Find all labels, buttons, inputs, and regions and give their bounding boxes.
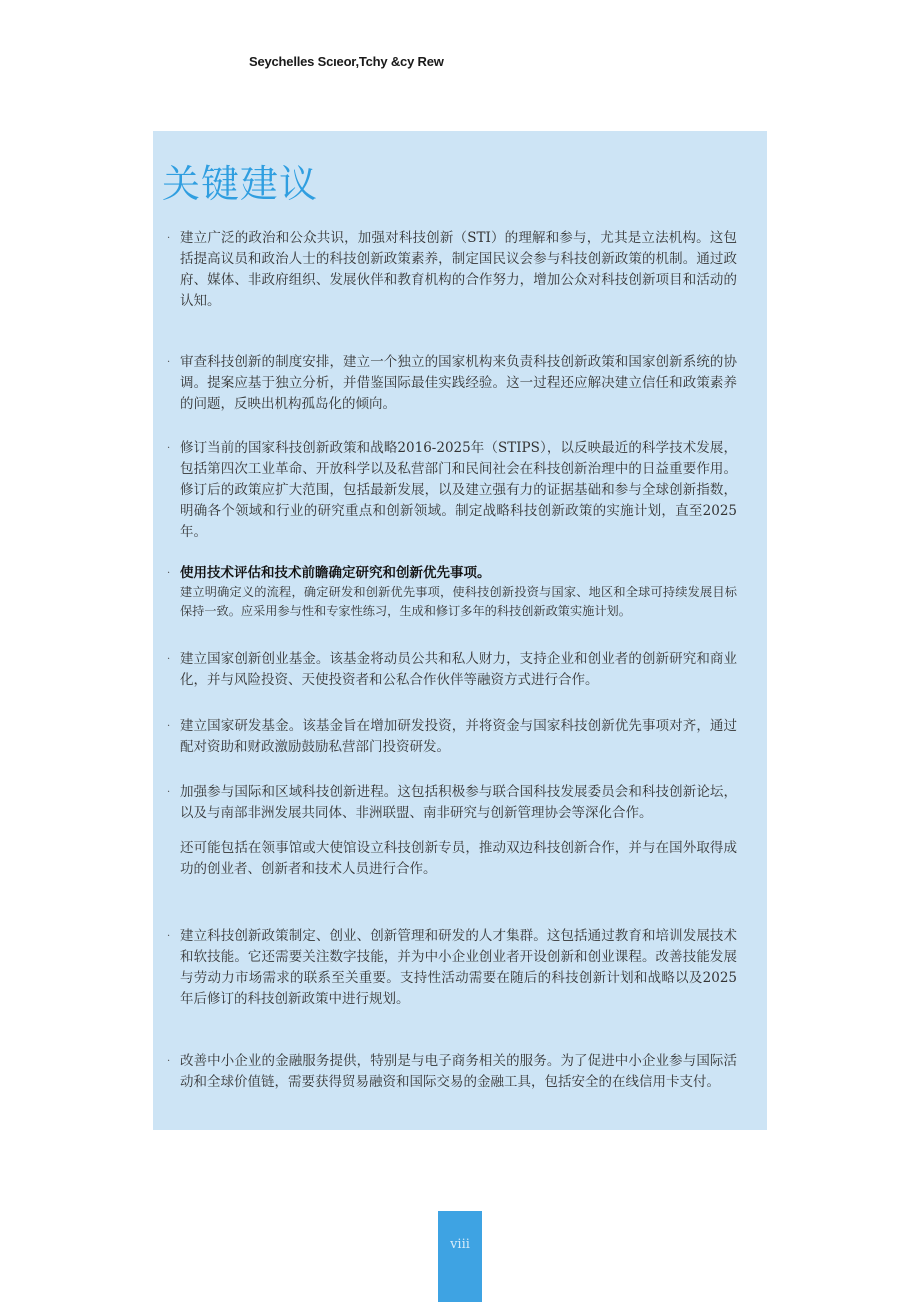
bullet-icon: · [167,443,171,454]
recommendation-item [167,926,737,1010]
recommendation-heading: 使用技术评估和技术前瞻确定研究和创新优先事项。 [180,565,491,581]
running-header: Seychelles Scıeor,Tchy &cy Rew [249,54,444,69]
recommendation-item [167,563,737,621]
recommendation-item [167,228,737,312]
recommendation-text: 改善中小企业的金融服务提供，特别是与电子商务相关的服务。为了促进中小企业参与国际活动和全球价值链，需要获得贸易融资和国际交易的金融工具，包括安全的在线信用卡支付。 [180,1053,737,1090]
bullet-icon: · [167,787,171,798]
recommendation-text: 建立明确定义的流程，确定研发和创新优先事项，使科技创新投资与国家、地区和全球可持续发展目标保持一致。应采用参与性和专家性练习，生成和修订多年的科技创新政策实施计划。 [180,585,737,618]
bullet-icon: · [167,931,171,942]
bullet-icon: · [167,357,171,368]
key-recommendations-panel [153,131,767,1130]
page-number-tab [438,1211,482,1302]
bullet-icon: · [167,233,171,244]
recommendation-item [167,438,737,543]
bullet-icon: · [167,568,171,579]
recommendation-item [167,352,737,415]
recommendation-text: 建立国家研发基金。该基金旨在增加研发投资，并将资金与国家科技创新优先事项对齐，通过配对资助和财政激励鼓励私营部门投资研发。 [180,718,737,755]
recommendation-text: 审查科技创新的制度安排，建立一个独立的国家机构来负责科技创新政策和国家创新系统的协调。提案应基于独立分析，并借鉴国际最佳实践经验。这一过程还应解决建立信任和政策素养的问题，反映出机构孤岛化的倾向。 [180,354,737,412]
recommendation-item [167,1051,737,1093]
bullet-icon: · [167,721,171,732]
panel-title: 关键建议 [162,162,319,206]
bullet-icon: · [167,1056,171,1067]
recommendation-text: 修订当前的国家科技创新政策和战略2016-2025年（STIPS），以反映最近的科学技术发展，包括第四次工业革命、开放科学以及私营部门和民间社会在科技创新治理中的日益重要作用。修订后的政策应扩大范围，包括最新发展，以及建立强有力的证据基础和参与全球创新指数，明确各个领域和行业的研究重点和创新领域。制定战略科技创新政策的实施计划，直至2025年。 [180,440,737,540]
page-number: viii [450,1237,470,1252]
recommendation-text: 建立国家创新创业基金。该基金将动员公共和私人财力，支持企业和创业者的创新研究和商业化，并与风险投资、天使投资者和公私合作伙伴等融资方式进行合作。 [180,651,737,688]
bullet-icon: · [167,654,171,665]
recommendation-text: 建立科技创新政策制定、创业、创新管理和研发的人才集群。这包括通过教育和培训发展技术和软技能。它还需要关注数字技能，并为中小企业创业者开设创新和创业课程。改善技能发展与劳动力市场需求的联系至关重要。支持性活动需要在随后的科技创新计划和战略以及2025年后修订的科技创新政策中进行规划。 [180,928,737,1007]
recommendation-item [167,716,737,758]
recommendation-item [167,782,737,880]
recommendation-text: 建立广泛的政治和公众共识，加强对科技创新（STI）的理解和参与，尤其是立法机构。这包括提高议员和政治人士的科技创新政策素养，制定国民议会参与科技创新政策的机制。通过政府、媒体、非政府组织、发展伙伴和教育机构的合作努力，增加公众对科技创新项目和活动的认知。 [180,230,737,309]
recommendation-extra-text: 还可能包括在领事馆或大使馆设立科技创新专员，推动双边科技创新合作，并与在国外取得成功的创业者、创新者和技术人员进行合作。 [180,840,737,877]
recommendation-text: 加强参与国际和区域科技创新进程。这包括积极参与联合国科技发展委员会和科技创新论坛，以及与南部非洲发展共同体、非洲联盟、南非研究与创新管理协会等深化合作。 [180,784,737,821]
recommendation-item [167,649,737,691]
